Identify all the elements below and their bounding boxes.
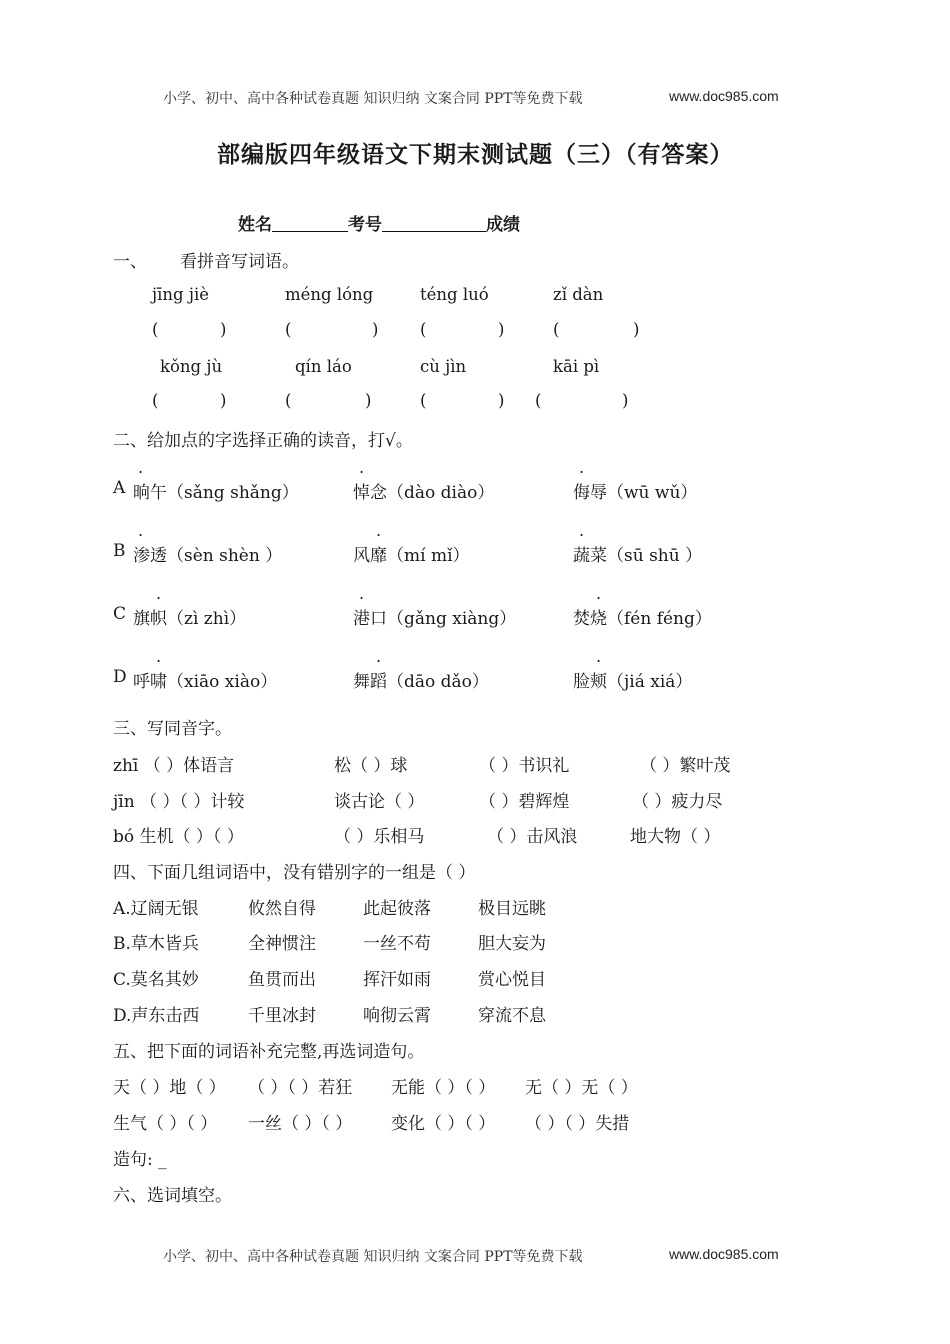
idiom-item: 生气（ ）（ ） <box>113 1114 218 1134</box>
emphasis-dot: . <box>579 458 585 477</box>
homophone-item: jīn （ ）（ ）计较 <box>113 792 245 812</box>
section5-heading: 五、把下面的词语补充完整,再选词造句。 <box>113 1042 425 1062</box>
word-option: 攸然自得 <box>248 899 316 919</box>
word-option: 千里冰封 <box>248 1006 316 1026</box>
name-label: 姓名 <box>238 215 272 235</box>
word-option: 鱼贯而出 <box>248 970 316 990</box>
pinyin-item: jīng jiè <box>152 285 209 304</box>
idiom-item: 天（ ）地（ ） <box>113 1078 226 1098</box>
page-title: 部编版四年级语文下期末测试题（三）（有答案） <box>217 141 734 168</box>
section2-heading: 二、给加点的字选择正确的读音，打√。 <box>113 431 413 451</box>
homophone-item: 谈古论（ ） <box>334 792 425 812</box>
homophone-item: （ ）乐相马 <box>334 827 425 847</box>
emphasis-dot: . <box>359 584 365 603</box>
word-option: 响彻云霄 <box>363 1006 431 1026</box>
emphasis-dot: . <box>156 647 162 666</box>
word-option: D.声东击西 <box>113 1006 200 1026</box>
footer-url[interactable]: www.doc985.com <box>669 1246 779 1262</box>
answer-paren-close: ) <box>220 320 227 339</box>
word-option: 此起彼落 <box>363 899 431 919</box>
emphasis-dot: . <box>359 458 365 477</box>
answer-paren-open: ( <box>285 320 292 339</box>
section3-heading: 三、写同音字。 <box>113 719 232 739</box>
answer-paren-open: ( <box>553 320 560 339</box>
word-option: 穿流不息 <box>478 1006 546 1026</box>
word-option: 全神惯注 <box>248 934 316 954</box>
pinyin-item: cù jìn <box>420 357 467 376</box>
idiom-item: 无（ ）无（ ） <box>525 1078 638 1098</box>
emphasis-dot: . <box>579 521 585 540</box>
word-option: C.莫名其妙 <box>113 970 199 990</box>
word-option: A.辽阔无银 <box>113 899 199 919</box>
reading-item: 呼啸（xiāo xiào） <box>133 672 278 692</box>
idiom-item: 无能（ ）（ ） <box>391 1078 496 1098</box>
homophone-item: （ ）繁叶茂 <box>640 756 731 776</box>
idiom-item: 一丝（ ）（ ） <box>248 1114 353 1134</box>
emphasis-dot: . <box>138 458 144 477</box>
answer-paren-open: ( <box>535 391 542 410</box>
pinyin-item: téng luó <box>420 285 489 304</box>
info-line <box>238 210 520 235</box>
option-letter: B <box>113 541 126 561</box>
header-url[interactable]: www.doc985.com <box>669 88 779 104</box>
word-option: B.草木皆兵 <box>113 934 199 954</box>
homophone-item: （ ）碧辉煌 <box>479 792 570 812</box>
answer-paren-close: ) <box>633 320 640 339</box>
answer-paren-close: ) <box>498 391 505 410</box>
header-text: 小学、初中、高中各种试卷真题 知识归纳 文案合同 PPT等免费下载 <box>163 91 583 107</box>
section1-heading: 看拼音写词语。 <box>180 252 299 272</box>
idiom-item: （ ）（ ）失措 <box>525 1114 630 1134</box>
answer-paren-open: ( <box>420 391 427 410</box>
pinyin-item: kǒng jù <box>160 357 223 376</box>
word-option: 挥汗如雨 <box>363 970 431 990</box>
section6-heading: 六、选词填空。 <box>113 1186 232 1206</box>
footer-text: 小学、初中、高中各种试卷真题 知识归纳 文案合同 PPT等免费下载 <box>163 1249 583 1265</box>
pinyin-item: kāi pì <box>553 357 600 376</box>
pinyin-item: zǐ dàn <box>553 285 604 304</box>
answer-paren-close: ) <box>498 320 505 339</box>
sentence-prompt[interactable]: 造句: _ <box>113 1150 167 1170</box>
pinyin-item: qín láo <box>295 357 352 376</box>
word-option: 极目远眺 <box>478 899 546 919</box>
reading-item: 舞蹈（dāo dǎo） <box>353 672 489 692</box>
answer-paren-close: ) <box>365 391 372 410</box>
reading-item: 旗帜（zì zhì） <box>133 609 247 629</box>
answer-paren-open: ( <box>420 320 427 339</box>
emphasis-dot: . <box>156 584 162 603</box>
homophone-item: bó 生机（ ）（ ） <box>113 827 244 847</box>
pinyin-item: méng lóng <box>285 285 374 304</box>
score-label: 成绩 <box>486 215 520 235</box>
answer-paren-close: ) <box>622 391 629 410</box>
homophone-item: （ ）疲力尽 <box>632 792 723 812</box>
exam-no-blank[interactable] <box>382 213 486 232</box>
homophone-item: 松（ ）球 <box>334 756 408 776</box>
option-letter: D <box>113 667 127 687</box>
homophone-item: （ ）书识礼 <box>479 756 570 776</box>
reading-item: 晌午（sǎng shǎng） <box>133 483 299 503</box>
section4-heading: 四、下面几组词语中，没有错别字的一组是（ ） <box>113 863 476 883</box>
reading-item: 蔬菜（sū shū ） <box>573 546 703 566</box>
reading-item: 港口（gǎng xiàng） <box>353 609 517 629</box>
answer-paren-open: ( <box>285 391 292 410</box>
reading-item: 焚烧（fén féng） <box>573 609 712 629</box>
homophone-item: 地大物（ ） <box>630 827 721 847</box>
word-option: 胆大妄为 <box>478 934 546 954</box>
word-option: 一丝不苟 <box>363 934 431 954</box>
emphasis-dot: . <box>376 521 382 540</box>
answer-paren-close: ) <box>220 391 227 410</box>
section1-number: 一、 <box>113 252 147 272</box>
homophone-item: （ ）击风浪 <box>487 827 578 847</box>
idiom-item: （ ）（ ）若狂 <box>248 1078 353 1098</box>
name-blank[interactable] <box>272 213 348 232</box>
reading-item: 风靡（mí mǐ） <box>353 546 470 566</box>
reading-item: 悼念（dào diào） <box>353 483 495 503</box>
emphasis-dot: . <box>376 647 382 666</box>
exam-no-label: 考号 <box>348 215 382 235</box>
option-letter: A <box>113 478 126 498</box>
reading-item: 渗透（sèn shèn ） <box>133 546 283 566</box>
emphasis-dot: . <box>596 647 602 666</box>
idiom-item: 变化（ ）（ ） <box>391 1114 496 1134</box>
homophone-item: zhī （ ）体语言 <box>113 756 235 776</box>
answer-paren-close: ) <box>372 320 379 339</box>
reading-item: 脸颊（jiá xiá） <box>573 672 693 692</box>
emphasis-dot: . <box>596 584 602 603</box>
answer-paren-open: ( <box>152 391 159 410</box>
reading-item: 侮辱（wū wǔ） <box>573 483 698 503</box>
answer-paren-open: ( <box>152 320 159 339</box>
emphasis-dot: . <box>138 521 144 540</box>
word-option: 赏心悦目 <box>478 970 546 990</box>
option-letter: C <box>113 604 127 624</box>
